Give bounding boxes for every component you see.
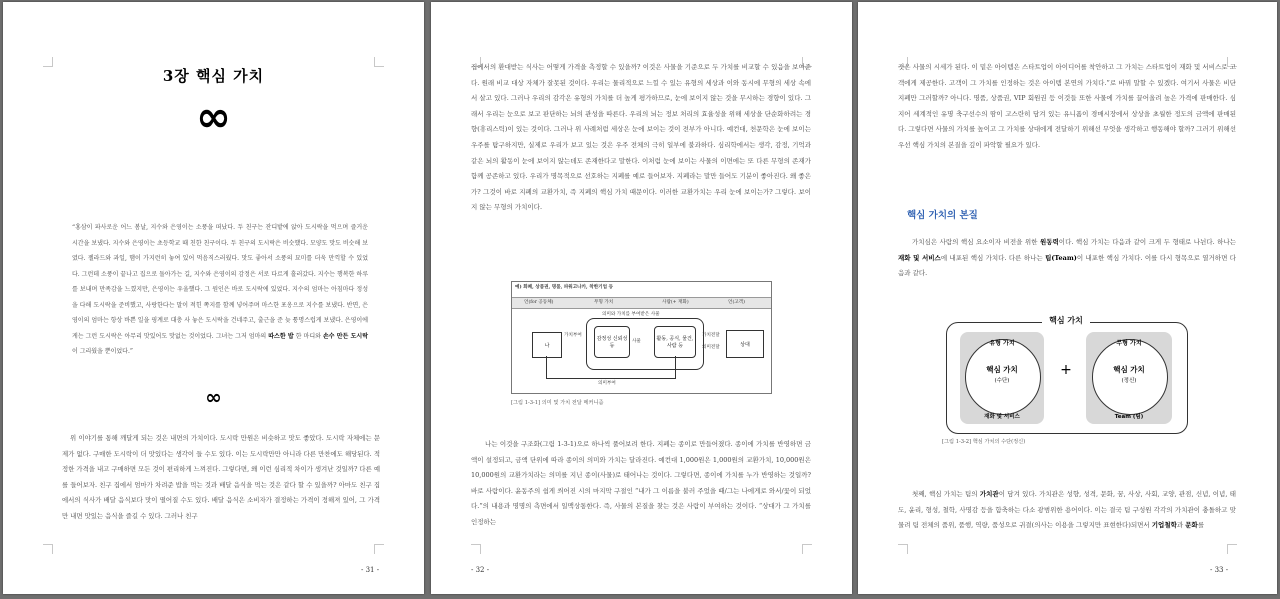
body-paragraph-top: 것은 사물의 시세가 된다. 이 밑은 아이템은 스타트업이 아이디어를 착안하고 그 가치는 스타트업이 재화 및 서비스로 고객에게 제공한다. 고객이 그 가치를 인정하는 것은 아이템 본연의 가치다.”로 바꿔 말할 수 있겠다. 여기서 사물은 비단 지폐만 그러할까? 아니다. 명품, 상품권, VIP 회원권 등 이것들 또한 사물에 가치를 끌어올려 높은 가격에 판매한다. 심지어 세계적인 유명 축구선수의 땀이 고스란히 담겨 있는 유니폼이 경매시장에서 상상을 초월한 정도의 금액에 판매된다. 그렇다면 사물의 가치를 높이고 그 가치를 상대에게 전달하기 위해선 무엇을 생각하고 행동해야 할까? 그러기 위해선 우선 핵심 가치의 본질을 깊이 파악할 필요가 있다. [898,63,1236,149]
figure-top-label: 의미와 가치를 부여받은 사물 [602,312,660,317]
figure-caption: [그림 1-3-2] 핵심 가치의 수단(정신) [942,439,1026,445]
figure-col4: 언(고객) [728,300,745,305]
body-paragraph: 위 이야기를 통해 깨달게 되는 것은 내면의 가치이다. 도시락 만원은 비슷하고 맛도 좋았다. 도시락 자체에는 문제가 없다. 구매한 도시락이 더 맛있다는 생각이 들 수도 있다. 이는 도시락만만 아니라 다른 만찬에도 해당된다. 적정한 가격을 내고 구매하면 모든 것이 편리하게 느껴진다. 그렇다면, 왜 이런 심리적 차이가 생겨난 것일까? 다른 예를 들어보자. 친구 집에서 엄마가 차려준 밥을 먹는 것과 배달 음식을 먹는 것은 같다 할 수 있을까? 아마도 친구 집에서의 식사가 배달 음식보다 맛이 떨어질 수도 있다. 배달 음식은 소비자가 결정하는 가격이 정해져 있어, 그 가격만 내면 맛있는 음식을 즐길 수 있다. 그러나 친구 [62,434,380,520]
figure-connector [546,378,676,379]
figure-bottom-label: 의미부여 [598,381,616,386]
body-paragraph-bottom: 나는 이것을 구조화(그림 1-3-1)으로 하나씩 풀어보려 한다. 지폐는 종이로 만들어졌다. 종이에 가치를 반영하면 금액이 설정되고, 금액 단위에 따라 종이의 의미와 가치는 달라진다. 예컨대 1,000원은 1,000원의 교환가치, 10,000원은 10,000원의 교환가치라는 의미를 지닌 종이(사물)로 태어나는 것이다. 그렇다면, 종이에 가치를 누가 반영하는 것일까? 바로 사람이다. 윤동주의 쉽게 씌어진 시의 마지막 구절인 “내가 그 이름을 불러 주었을 때/그는 나에게로 와서/꽃이 되었다.”의 내용과 명명의 측면에서 일맥상통한다. 즉, 사물의 본질을 찾는 것은 사람이 부여하는 것이다. “상대가 그 가치를 인정하는 [471,440,811,526]
figure-node-me: 나 [532,332,562,358]
figure-node-inner1: 감정성 신뢰성 등 [594,326,630,358]
body-paragraph-top: 집에서의 환대받는 식사는 어떻게 가격을 측정할 수 있을까? 이것은 사물을 기준으로 두 가치를 비교할 수 있음을 보여준다. 원래 비교 대상 자체가 잘못된 것이다. 우리는 물리적으로 느낄 수 있는 유형의 세상과 이와 동시에 무형의 세상 속에서 살고 있다. 그러나 우리의 감각은 유형의 가치를 더 높게 평가하므로, 눈에 보이지 않는 것을 무시하는 경향이 있다. 그래서 우리는 눈으로 보고 판단하는 뇌의 관성을 따른다. 우리의 뇌는 정보 처리의 효율성을 위해 세상을 단순화하려는 경향(휴리스틱)이 있는 것이다. 그러나 위 사례처럼 세상은 눈에 보이는 것이 전부가 아니다. 예컨대, 천문학은 눈에 보이는 우주를 탐구하지만, 실제로 우리가 보고 있는 것은 우주 전체의 극히 일부에 불과하다. 심리학에서는 생각, 감정, 기억과 같은 뇌의 활동이 눈에 보이지 않는데도 존재한다고 말한다. 이처럼 눈에 보이는 사물의 이면에는 또 다른 무형의 존재가 함께 공존하고 있다. 우리가 명목적으로 선호하는 지폐를 예로 들어보자. 지폐라는 말만 들어도 기분이 좋아진다. 왜 좋은가? 그것이 바로 지폐의 교환가치, 즉 지폐의 핵심 가치 때문이다. 이러한 교환가치는 우리 눈에 보이는가? 그렇다. 보이지 않는 무형의 가치이다. [471,63,811,212]
goods-services-label: 재화 및 서비스 [984,414,1020,420]
intangible-spirit: (정신) [1121,378,1137,384]
infinity-large-icon: ∞ [196,92,231,141]
tangible-value-label: 유형 가치 [989,340,1015,347]
figure-node-other: 상대 [726,330,764,358]
page-33 [858,2,1277,594]
figure-caption: [그림 1-3-1] 의미 및 가치 전달 메커니즘 [511,400,604,406]
crop-mark [374,544,384,554]
crop-mark [802,544,812,554]
tangible-core-value: 핵심 가치 [986,365,1018,374]
page-32 [431,2,852,594]
page-31 [3,2,424,594]
figure-col2: 무형 가치 [594,300,614,305]
crop-mark [43,544,53,554]
crop-mark [471,544,481,554]
figure-label-meaning-deliver: 의미전달 [702,345,720,350]
intangible-value-label: 무형 가치 [1116,340,1142,347]
figure-header: 예) 화폐, 상품권, 명품, 파워고나카, 착한기업 등 [515,285,614,290]
figure-col3: 사람(+ 재화) [662,300,689,305]
body-paragraph-bottom: 첫째, 핵심 가치는 팀의 가치관이 담겨 있다. 가치관은 성향, 성격, 문화, 꿈, 사상, 사회, 교양, 관점, 신념, 이념, 태도, 윤리, 형성, 철학, 사명감 등을 함축하는 다소 광범위한 용어이다. 이는 결국 팀 구성원 각각의 가치관이 충돌하고 맞물려 팀 전체의 품위, 품행, 역량, 품성으로 귀결(의사는 이용을 그렇지만 표현한다)되면서 기업철학과 문화를 [898,490,1236,530]
crop-mark [898,544,908,554]
figure-value-mechanism [511,281,772,394]
crop-mark [1227,544,1237,554]
page-number: - 31 - [361,566,380,574]
figure-node-inner3: 활동, 공식, 물건, 사람 등 [654,326,696,358]
section-paragraph: 가치심은 사람의 핵심 요소이자 비전을 위한 원동력이다. 핵심 가치는 다음과 같이 크게 두 형태로 나뉜다. 하나는 재화 및 서비스에 내포된 핵심 가치다. 다른 하나는 팀(Team)이 내포한 핵심 가치다. 이를 다시 형목으로 열거하면 다음과 같다. [898,238,1237,278]
page-number: - 32 - [471,566,490,574]
figure-connector [675,356,676,378]
team-label: Team (팀) [1114,414,1144,420]
section-title: 핵심 가치의 본질 [907,210,978,221]
page-number: - 33 - [1210,566,1229,574]
figure-label-value-deliver: 가치전달 [702,333,720,338]
quote-paragraph: “홍삼이 파사로운 어느 봄날, 지수와 은영이는 소풍을 떠났다. 두 친구는 잔디밭에 앉아 도시락을 먹으며 즐거운 시간을 보냈다. 지수와 은영이는 초등학교 때 친한 친구이다. 두 친구의 도시락은 비슷했다. 모양도 맛도 비슷해 보였다. 젤라드와 과일, 햄이 가지런히 놓여 있어 먹음직스러웠다. 맛도 좋아서 소풍의 묘미를 더욱 만끽할 수 있었다. 그런데 소풍이 끝나고 집으로 돌아가는 길, 지수와 은영이의 감정은 서로 다르게 흘러갔다. 지수는 행복한 하루를 보내며 만족감을 느꼈지만, 은영이는 우울했다. 그 원인은 바로 도시락에 있었다. 지수의 엄마는 아침마다 정성을 다해 도시락을 준비했고, 사랑한다는 말이 적힌 쪽지를 함께 넣어주며 마스한 포옹으로 지수를 보냈다. 반면, 은영이의 엄마는 항상 바쁜 일을 핑계로 대충 사 놓은 도시락을 건네주고, 출근을 준 늦 퉁명스럽게 보냈다. 은영이에게는 그런 도시락은 아무리 맛있어도 맛없는 것이었다. 그녀는 그저 엄마의 따스한 밥 한 마디와 손수 만든 도시락이 그리웠을 뿐이었다.” [72,224,369,355]
infinity-small-icon: ∞ [205,385,222,409]
chapter-title: 3장 핵심 가치 [162,67,265,85]
figure-node-object: 사물 [632,339,641,344]
figure-col1: 언(for 공동체) [524,300,554,305]
diagram-title: 핵심 가치 [1042,315,1090,327]
figure-label-value-give: 가치부여 [564,333,582,338]
intangible-core-value: 핵심 가치 [1113,365,1145,374]
tangible-means: (수단) [994,378,1010,384]
plus-icon: + [1060,362,1072,378]
figure-connector [546,356,547,378]
